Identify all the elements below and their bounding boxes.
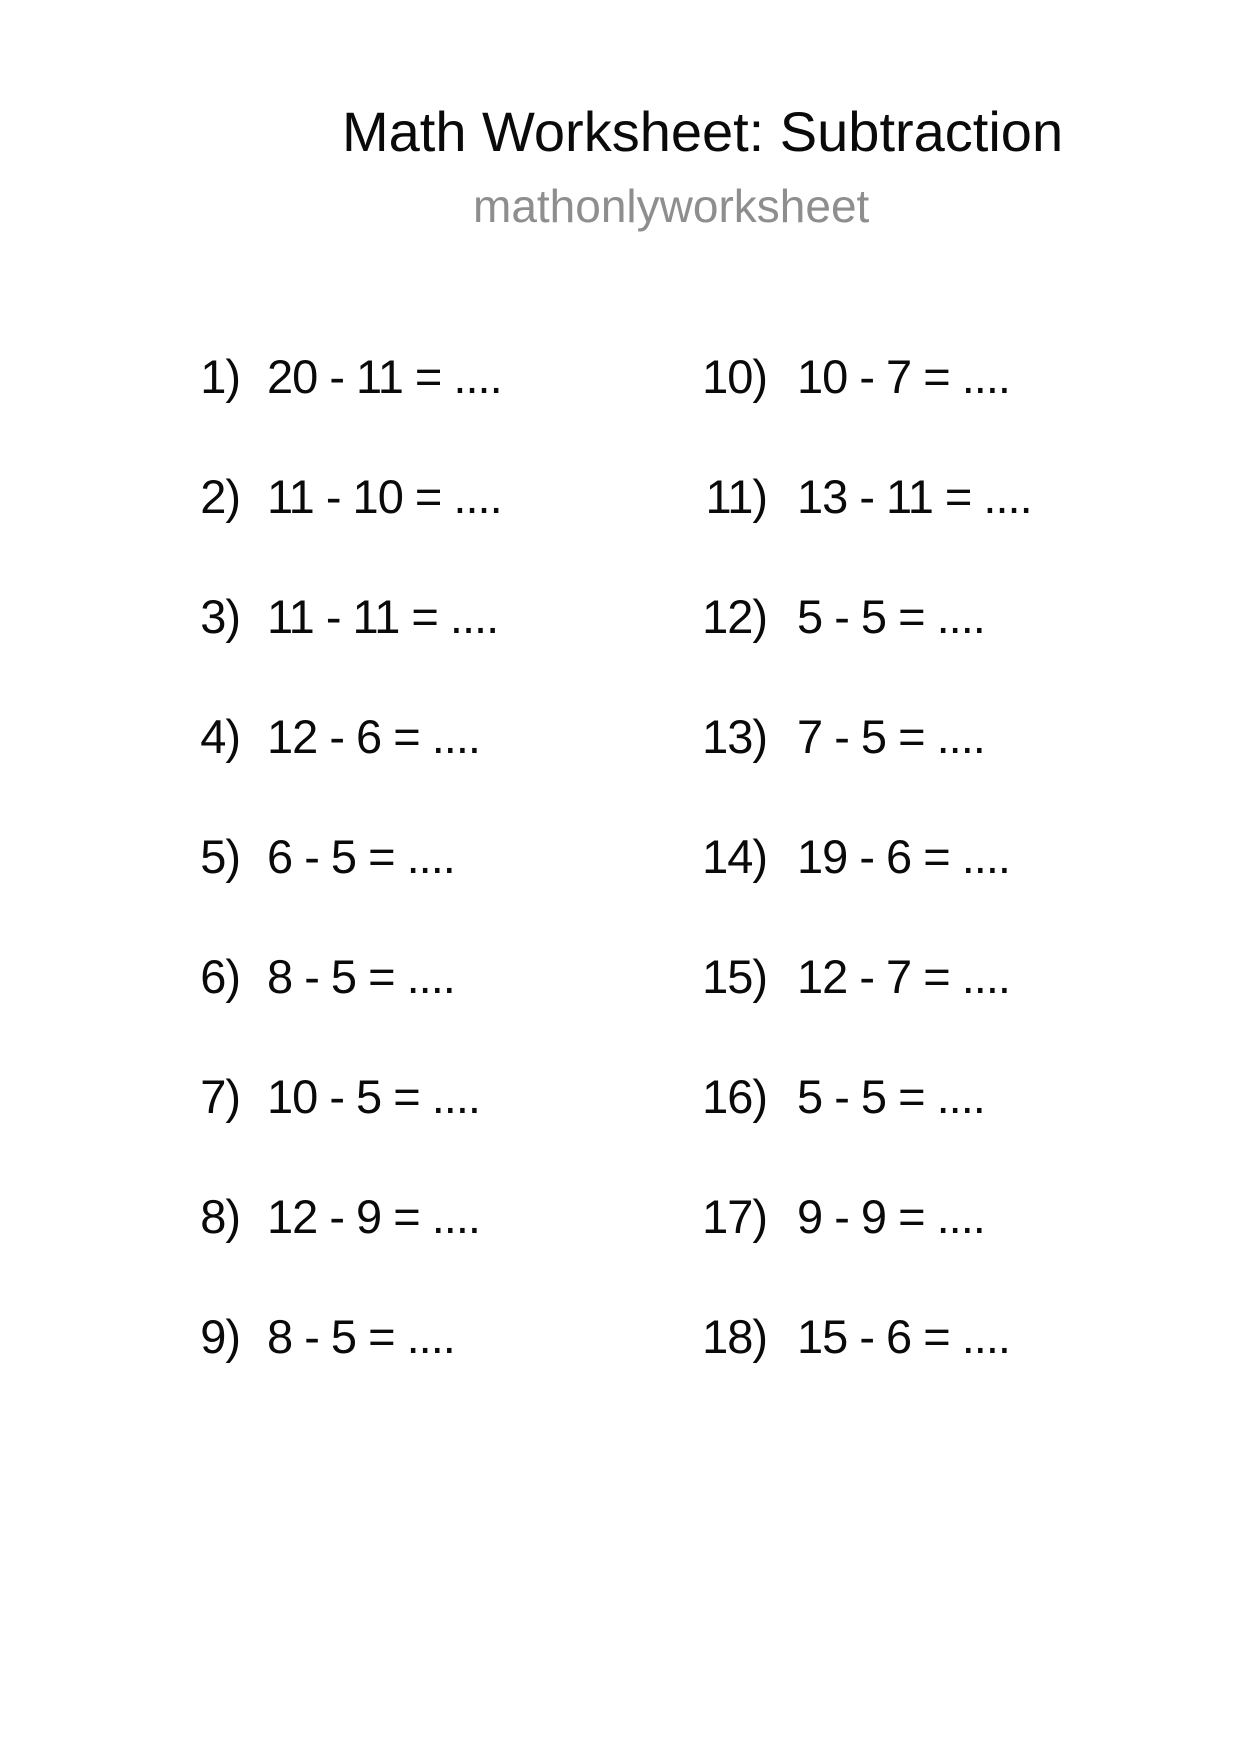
problem-row-17	[600, 1157, 1032, 1277]
problem-row-8	[150, 1157, 502, 1277]
problems-column-right	[600, 317, 1032, 1397]
problem-expression: 20 - 11 = ....	[267, 350, 502, 403]
problem-row-10	[600, 317, 1032, 437]
page-subtitle: mathonlyworksheet	[473, 180, 870, 232]
problem-number: 17)	[702, 1190, 767, 1243]
problem-row-3	[150, 557, 502, 677]
problem-row-4	[150, 677, 502, 797]
problems-column-left	[150, 317, 502, 1397]
problem-expression: 8 - 5 = ....	[267, 1310, 455, 1363]
problem-row-13	[600, 677, 1032, 797]
problem-expression: 6 - 5 = ....	[267, 830, 455, 883]
problem-expression: 12 - 9 = ....	[267, 1190, 480, 1243]
problem-number: 9)	[200, 1310, 240, 1363]
problem-row-16	[600, 1037, 1032, 1157]
problem-expression: 5 - 5 = ....	[797, 1070, 985, 1123]
problem-row-12	[600, 557, 1032, 677]
problem-expression: 10 - 5 = ....	[267, 1070, 480, 1123]
problem-number: 16)	[702, 1070, 767, 1123]
problem-number: 8)	[200, 1190, 240, 1243]
problem-expression: 5 - 5 = ....	[797, 590, 985, 643]
problem-expression: 12 - 7 = ....	[797, 950, 1010, 1003]
problem-expression: 9 - 9 = ....	[797, 1190, 985, 1243]
problem-number: 18)	[702, 1310, 767, 1363]
problem-number: 14)	[702, 830, 767, 883]
problem-row-15	[600, 917, 1032, 1037]
problem-number: 15)	[702, 950, 767, 1003]
problem-expression: 15 - 6 = ....	[797, 1310, 1010, 1363]
problem-expression: 10 - 7 = ....	[797, 350, 1010, 403]
problem-expression: 11 - 10 = ....	[267, 470, 502, 523]
problem-number: 5)	[200, 830, 240, 883]
problem-number: 6)	[200, 950, 240, 1003]
problem-row-14	[600, 797, 1032, 917]
problem-row-11	[600, 437, 1032, 557]
problem-expression: 19 - 6 = ....	[797, 830, 1010, 883]
problem-row-7	[150, 1037, 502, 1157]
problem-number: 1)	[200, 350, 240, 403]
problem-number: 3)	[200, 590, 240, 643]
problem-expression: 8 - 5 = ....	[267, 950, 455, 1003]
problem-row-18	[600, 1277, 1032, 1397]
problem-expression: 11 - 11 = ....	[267, 590, 499, 643]
problem-row-2	[150, 437, 502, 557]
problem-number: 12)	[702, 590, 767, 643]
problem-number: 4)	[200, 710, 240, 763]
problem-expression: 7 - 5 = ....	[797, 710, 985, 763]
problem-row-9	[150, 1277, 502, 1397]
problem-number: 2)	[200, 470, 240, 523]
problem-row-1	[150, 317, 502, 437]
problem-number: 11)	[705, 470, 767, 523]
problem-row-6	[150, 917, 502, 1037]
problem-row-5	[150, 797, 502, 917]
problem-number: 10)	[702, 350, 767, 403]
problem-number: 7)	[200, 1070, 240, 1123]
problem-expression: 12 - 6 = ....	[267, 710, 480, 763]
page-title: Math Worksheet: Subtraction	[342, 100, 1064, 163]
problem-number: 13)	[702, 710, 767, 763]
problem-expression: 13 - 11 = ....	[797, 470, 1032, 523]
